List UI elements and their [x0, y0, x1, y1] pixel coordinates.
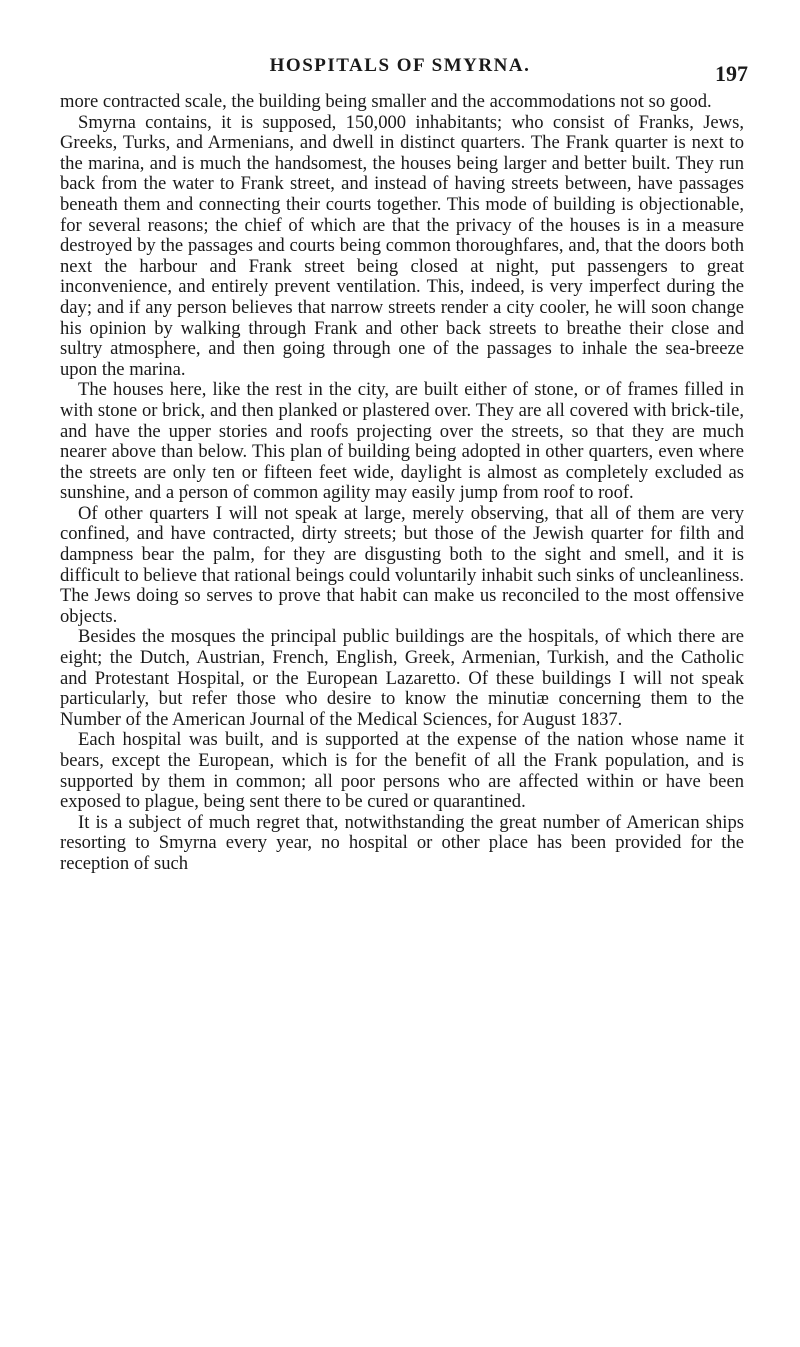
paragraph: The houses here, like the rest in the city, are built either of stone, or of frames filled in with stone or brick, and then planked or plastered over. They are all covered with brick-tile, and have the upper stories and roofs projecting over the streets, so that they are much nearer above than below. This plan of building being adopted in other quarters, even where the streets are only ten or fifteen feet wide, daylight is almost as completely excluded as sunshine, and a person of common agility may easily jump from roof to roof.: [60, 379, 744, 504]
paragraph: Smyrna contains, it is supposed, 150,000 inhabitants; who consist of Franks, Jews, Greeks, Turks, and Armenians, and dwell in distinct quarters. The Frank quarter is next to the marina, and is much the handsomest, the houses being larger and better built. They run back from the water to Frank street, and instead of having streets between, have passages beneath them and connecting their courts together. This mode of building is objectionable, for several reasons; the chief of which are that the privacy of the houses is in a measure destroyed by the passages and courts being common thoroughfares, and, that the doors both next the harbour and Frank street being closed at night, put passengers to great inconvenience, and entirely prevent ventilation. This, indeed, is very imperfect during the day; and if any person believes that narrow streets render a city cooler, he will soon change his opinion by walking through Frank and other back streets to breathe their close and sultry atmosphere, and then going through one of the passages to inhale the sea-breeze upon the marina.: [60, 111, 744, 380]
running-head: HOSPITALS OF SMYRNA.: [269, 55, 531, 76]
paragraph: Each hospital was built, and is supported at the expense of the nation whose name it bears, except the European, which is for the benefit of all the Frank population, and is supported by them in common; all poor persons who are affected within or have been exposed to plague, being sent there to be cured or quarantined.: [60, 729, 744, 813]
paragraph: Besides the mosques the principal public buildings are the hospitals, of which there are eight; the Dutch, Austrian, French, English, Greek, Armenian, Turkish, and the Catholic and Protestant Hospital, or the European Lazaretto. Of these buildings I will not speak particularly, but refer those who desire to know the minutiæ concerning them to the Number of the American Journal of the Medical Sciences, for August 1837.: [60, 626, 744, 730]
paragraph: Of other quarters I will not speak at large, merely observing, that all of them are very confined, and have contracted, dirty streets; but those of the Jewish quarter for filth and dampness bear the palm, for they are disgusting both to the sight and smell, and it is difficult to believe that rational beings could voluntarily inhabit such sinks of uncleanliness. The Jews doing so serves to prove that habit can make us reconciled to the most offensive objects.: [60, 502, 744, 627]
body-text: [60, 92, 744, 875]
page-header: [0, 55, 800, 85]
page-number: 197: [715, 61, 748, 86]
paragraph: more contracted scale, the building being smaller and the accommodations not so good.: [60, 91, 712, 112]
paragraph: It is a subject of much regret that, notwithstanding the great number of American ships resorting to Smyrna every year, no hospital or other place has been provided for the reception of such: [60, 811, 744, 874]
